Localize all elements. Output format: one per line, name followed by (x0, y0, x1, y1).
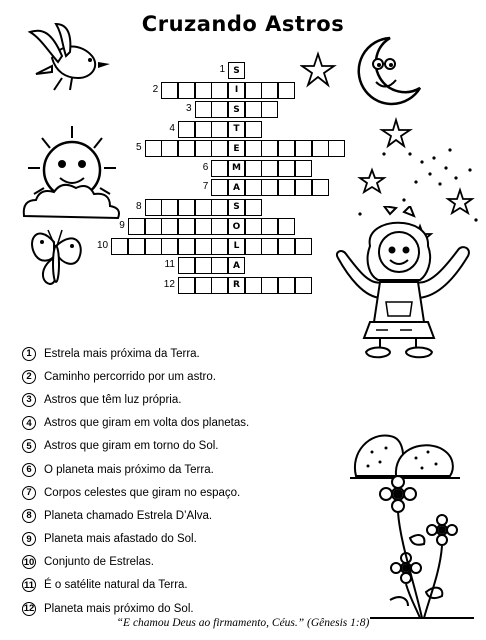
grid-cell[interactable] (295, 277, 312, 294)
grid-cell[interactable] (261, 140, 278, 157)
grid-cell[interactable] (178, 199, 195, 216)
clue-number: 11 (23, 579, 35, 591)
grid-cell[interactable] (211, 257, 228, 274)
key-letter-cell[interactable]: O (228, 218, 245, 235)
grid-cell[interactable] (195, 140, 212, 157)
clue-item (22, 504, 249, 527)
clue-text: Corpos celestes que giram no espaço. (44, 486, 241, 499)
grid-cell[interactable] (211, 218, 228, 235)
grid-cell[interactable] (211, 179, 228, 196)
girl-illustration (330, 206, 480, 364)
grid-cell[interactable] (245, 82, 262, 99)
grid-cell[interactable] (195, 218, 212, 235)
clue-number-label: 5 (135, 142, 142, 153)
clue-text: Caminho percorrido por um astro. (44, 370, 216, 383)
grid-cell[interactable] (278, 218, 295, 235)
clue-number: 10 (23, 556, 35, 568)
grid-cell[interactable] (278, 179, 295, 196)
grid-cell[interactable] (178, 257, 195, 274)
grid-cell[interactable] (145, 140, 162, 157)
grid-cell[interactable] (178, 140, 195, 157)
clue-text: Planeta mais próximo do Sol. (44, 602, 194, 615)
grid-cell[interactable] (178, 218, 195, 235)
grid-cell[interactable] (261, 218, 278, 235)
clue-item (22, 481, 249, 504)
clue-text: Planeta chamado Estrela D’Alva. (44, 509, 213, 522)
grid-cell[interactable] (195, 199, 212, 216)
grid-cell[interactable] (261, 277, 278, 294)
clue-number-label: 7 (202, 181, 209, 192)
grid-cell[interactable] (211, 121, 228, 138)
clue-item (22, 435, 249, 458)
key-letter-cell[interactable]: A (228, 179, 245, 196)
grid-cell[interactable] (245, 140, 262, 157)
key-letter-cell[interactable]: R (228, 277, 245, 294)
grid-cell[interactable] (211, 277, 228, 294)
clue-number-label: 3 (186, 103, 192, 114)
grid-cell[interactable] (211, 238, 228, 255)
key-letter-cell[interactable]: S (228, 199, 245, 216)
clue-item (22, 365, 249, 388)
grid-cell[interactable] (211, 82, 228, 99)
grid-cell[interactable] (195, 277, 212, 294)
clue-number: 3 (22, 393, 36, 407)
key-letter-cell[interactable]: M (228, 160, 245, 177)
grid-cell[interactable] (161, 199, 178, 216)
key-letter-cell[interactable]: E (228, 140, 245, 157)
butterfly-icon (26, 222, 86, 294)
grid-cell[interactable] (278, 160, 295, 177)
grid-cell[interactable] (195, 257, 212, 274)
key-letter-cell[interactable]: L (228, 238, 245, 255)
grid-cell[interactable] (161, 140, 178, 157)
grid-cell[interactable] (128, 238, 145, 255)
grid-cell[interactable] (278, 277, 295, 294)
grid-cell[interactable] (211, 140, 228, 157)
grid-cell[interactable] (245, 238, 262, 255)
clue-text: Estrela mais próxima da Terra. (44, 347, 200, 360)
grid-cell[interactable] (245, 218, 262, 235)
clue-item (22, 551, 249, 574)
clue-number-label: 6 (202, 161, 209, 173)
clue-number: 4 (22, 416, 36, 430)
flower-icon (370, 472, 474, 620)
grid-cell[interactable] (245, 277, 262, 294)
clue-number: 9 (22, 532, 36, 546)
clue-number-label: 2 (152, 83, 159, 95)
key-letter-cell[interactable]: I (228, 82, 245, 99)
clue-number-label: 11 (164, 259, 175, 270)
clue-list (22, 342, 249, 620)
clue-text: Astros que têm luz própria. (44, 393, 182, 406)
clue-text: Planeta mais afastado do Sol. (44, 533, 197, 546)
clue-number: 6 (22, 463, 36, 477)
clue-item (22, 528, 249, 551)
grid-cell[interactable] (145, 199, 162, 216)
grid-cell[interactable] (211, 101, 228, 118)
grid-cell[interactable] (178, 238, 195, 255)
grid-cell[interactable] (161, 82, 178, 99)
grid-cell[interactable] (178, 82, 195, 99)
grid-cell[interactable] (211, 160, 228, 177)
clue-text: Astros que giram em volta dos planetas. (44, 417, 250, 430)
grid-cell[interactable] (245, 179, 262, 196)
grid-cell[interactable] (261, 101, 278, 118)
clue-item (22, 458, 249, 481)
page-title: Cruzando Astros (141, 12, 345, 36)
grid-cell[interactable] (161, 218, 178, 235)
clue-number: 12 (23, 603, 35, 615)
clue-number-label: 8 (135, 200, 142, 212)
clue-text: O planeta mais próximo da Terra. (44, 463, 214, 476)
clue-number: 1 (22, 347, 36, 361)
clue-number: 7 (22, 486, 36, 500)
grid-cell[interactable] (195, 238, 212, 255)
grid-cell[interactable] (145, 238, 162, 255)
grid-cell[interactable] (245, 199, 262, 216)
grid-cell[interactable] (178, 277, 195, 294)
grid-cell[interactable] (261, 160, 278, 177)
grid-cell[interactable] (111, 238, 128, 255)
grid-cell[interactable] (195, 121, 212, 138)
clue-text: Conjunto de Estrelas. (44, 556, 154, 569)
grid-cell[interactable] (195, 101, 212, 118)
clue-number: 8 (22, 509, 36, 523)
clue-number-label: 10 (96, 239, 109, 251)
clue-text: Astros que giram em torno do Sol. (44, 440, 219, 453)
grid-cell[interactable] (261, 238, 278, 255)
clue-text: É o satélite natural da Terra. (44, 579, 188, 592)
clue-number: 2 (22, 370, 36, 384)
grid-cell[interactable] (245, 121, 262, 138)
key-letter-cell[interactable]: S (228, 101, 245, 118)
clue-item (22, 388, 249, 411)
grid-cell[interactable] (278, 140, 295, 157)
clue-item (22, 412, 249, 435)
grid-cell[interactable] (195, 82, 212, 99)
grid-cell[interactable] (161, 238, 178, 255)
grid-cell[interactable] (261, 179, 278, 196)
key-letter-cell[interactable]: T (228, 121, 245, 138)
clue-number-label: 12 (163, 278, 175, 290)
grid-cell[interactable] (211, 199, 228, 216)
grid-cell[interactable] (245, 160, 262, 177)
footer-quote: “E chamou Deus ao firmamento, Céus.” (Gênesis 1:8) (116, 617, 370, 629)
clue-number-label: 9 (119, 220, 125, 231)
clue-number: 5 (22, 439, 36, 453)
clue-item (22, 574, 249, 597)
clue-number-label: 4 (169, 122, 175, 134)
grid-cell[interactable] (278, 238, 295, 255)
bird-icon (22, 22, 122, 94)
grid-cell[interactable] (145, 218, 162, 235)
sun-icon (18, 122, 136, 222)
clue-number-label: 1 (219, 64, 225, 75)
clue-item (22, 342, 249, 365)
grid-cell[interactable] (278, 82, 295, 99)
grid-cell[interactable] (261, 82, 278, 99)
key-letter-cell[interactable]: A (228, 257, 245, 274)
grid-cell[interactable] (178, 121, 195, 138)
grid-cell[interactable] (245, 101, 262, 118)
key-letter-cell[interactable]: S (228, 62, 245, 79)
